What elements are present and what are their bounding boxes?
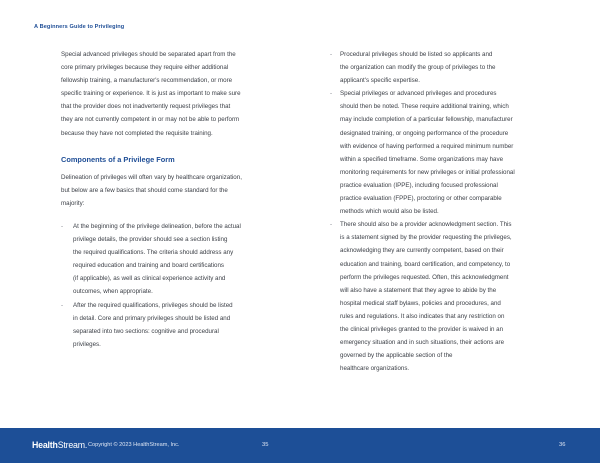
section-heading: Components of a Privilege Form	[61, 154, 175, 164]
bullet-line: At the beginning of the privilege delineation, before the actual	[73, 222, 241, 230]
bullet-line: designated training, or ongoing performance of the procedure	[340, 129, 509, 137]
bullet-line: privileges.	[73, 340, 101, 348]
bullet-line: perform the privileges requested. Often, this acknowledgment	[340, 273, 509, 281]
intro-line: specific training or experience. It is just as important to make sure	[61, 90, 241, 98]
bullet-item	[61, 299, 271, 351]
bullet-line: governed by the applicable section of the	[340, 352, 453, 360]
bullet-line: After the required qualifications, privileges should be listed	[73, 301, 233, 309]
bullet-item	[331, 48, 543, 87]
bullet-line: healthcare organizations.	[340, 365, 410, 373]
intro-line: Special advanced privileges should be separated apart from the	[61, 51, 236, 58]
intro-line: because they have not completed the requisite training.	[61, 129, 213, 137]
intro-line: that the provider does not inadvertently request privileges that	[61, 103, 231, 111]
bullet-line: should then be noted. These require additional training, which	[340, 103, 509, 111]
bullet-dash-icon: -	[330, 221, 333, 229]
bullet-line: applicant's specific expertise.	[340, 77, 420, 85]
bullet-dash-icon: -	[330, 51, 333, 58]
brand-thin: Stream.	[57, 440, 88, 450]
bullet-line: with evidence of having performed a required minimum number	[340, 142, 514, 150]
bullet-line: monitoring requirements for new privileges or initial professional	[340, 168, 515, 176]
bullet-line: education and training, board certification, and competency, to	[340, 260, 511, 268]
intro-line: they are not currently competent in or may not be able to perform	[61, 116, 240, 124]
brand-bold: Health	[32, 440, 58, 450]
bullet-line: in detail. Core and primary privileges should be listed and	[73, 314, 231, 322]
intro-line: fellowship training, a manufacturer's recommendation, or more	[61, 77, 233, 85]
running-head: A Beginners Guide to Privileging	[34, 24, 125, 30]
copyright-text: Copyright © 2023 HealthStream, Inc.	[88, 442, 180, 448]
bullet-line: may include completion of a particular fellowship, manufacturer	[340, 116, 513, 124]
bullet-item	[331, 87, 543, 218]
left-bullet-list	[61, 220, 271, 351]
bullet-line: required education and training and board certifications	[73, 262, 225, 270]
bullet-line: will also have a statement that they agree to abide by the	[340, 286, 497, 294]
bullet-dash-icon: -	[61, 301, 64, 309]
page-number-left: 35	[262, 442, 269, 448]
body-paragraph	[61, 171, 271, 210]
bullet-dash-icon: -	[61, 222, 64, 230]
right-bullet-list	[331, 48, 543, 375]
body-line: but below are a few basics that should come standard for the	[61, 186, 228, 194]
footer-bar	[0, 428, 600, 463]
bullet-line: acknowledging they are currently competent, based on their	[340, 247, 504, 255]
intro-line: core primary privileges because they require either additional	[61, 64, 229, 72]
page-number-right: 36	[559, 442, 566, 448]
bullet-line: There should also be a provider acknowledgment section. This	[340, 221, 512, 229]
bullet-line: privilege details, the provider should see a section listing	[73, 236, 228, 244]
body-line: Delineation of privileges will often vary by healthcare organization,	[61, 173, 242, 181]
bullet-line: the clinical privileges granted to the provider is waived in an	[340, 325, 504, 333]
bullet-line: the organization can modify the group of privileges to the	[340, 64, 496, 72]
bullet-line: emergency situation and in such situations, their actions are	[340, 339, 505, 347]
bullet-dash-icon: -	[330, 90, 333, 98]
left-column	[61, 48, 271, 351]
bullet-line: Procedural privileges should be listed so applicants and	[340, 51, 493, 58]
bullet-line: separated into two sections: cognitive and procedural	[73, 327, 219, 335]
bullet-line: practice evaluation (IPPE), including focused professional	[340, 181, 498, 189]
bullet-line: methods which would also be listed.	[340, 208, 439, 216]
healthstream-logo	[32, 440, 87, 450]
bullet-line: (if applicable), as well as clinical experience activity and	[73, 275, 226, 283]
bullet-item	[61, 220, 271, 299]
bullet-line: Special privileges or advanced privileges and procedures	[340, 90, 497, 98]
intro-paragraph	[61, 48, 271, 140]
bullet-line: is a statement signed by the provider requesting the privileges,	[340, 234, 512, 242]
bullet-item	[331, 218, 543, 375]
bullet-line: outcomes, when appropriate.	[73, 288, 153, 296]
body-line: majority:	[61, 199, 85, 207]
bullet-line: practice evaluation (FPPE), proctoring or other comparable	[340, 195, 502, 203]
bullet-line: rules and regulations. It also indicates that any restriction on	[340, 312, 505, 320]
bullet-line: hospital medical staff bylaws, policies and procedures, and	[340, 299, 501, 307]
bullet-line: the required qualifications. The criteria should address any	[73, 249, 234, 257]
bullet-line: within a specified timeframe. Some organizations may have	[340, 155, 504, 163]
right-column	[331, 48, 543, 375]
